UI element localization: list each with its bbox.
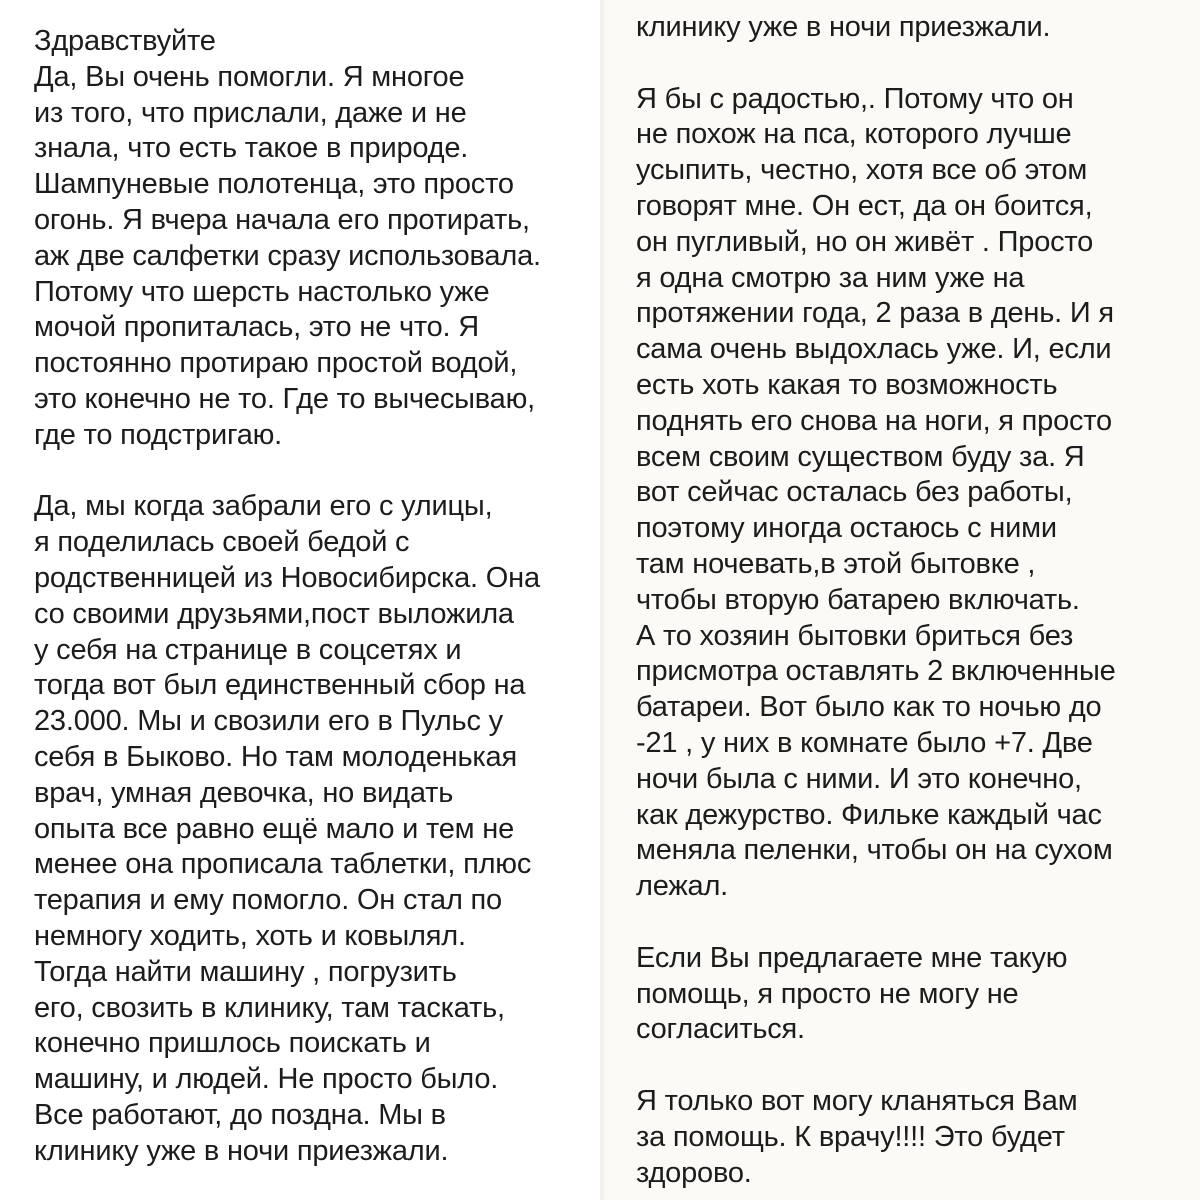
message-line: родственницей из Новосибирска. Она <box>34 561 540 594</box>
message-line: он пугливый, но он живёт . Просто <box>636 225 1094 258</box>
message-line: батареи. Вот было как то ночью до <box>636 691 1102 724</box>
message-line: конечно пришлось поискать и <box>34 1027 431 1060</box>
message-line: где то подстригаю. <box>34 418 283 451</box>
message-line: терапия и ему помогло. Он стал по <box>34 884 502 917</box>
message-line: всем своим существом буду за. Я <box>636 440 1085 473</box>
message-line <box>636 905 1200 941</box>
message-line: -21 , у них в комнате было +7. Две <box>636 726 1093 759</box>
message-line: Здравствуйте <box>34 25 216 57</box>
message-line: чтобы вторую батарею включать. <box>636 583 1080 616</box>
message-line: лежал. <box>636 870 729 903</box>
message-line: А то хозяин бытовки бриться без <box>636 619 1074 652</box>
message-line: себя в Быково. Но там молоденькая <box>34 740 517 773</box>
message-line: тогда вот был единственный сбор на <box>34 669 526 702</box>
message-line: Все работают, до поздна. Мы в <box>34 1098 446 1131</box>
message-line: поднять его снова на ноги, я просто <box>636 404 1112 437</box>
message-line: клинику уже в ночи приезжали. <box>34 1134 449 1167</box>
message-line: постоянно протираю простой водой, <box>34 347 518 380</box>
message-line: согласиться. <box>636 1013 805 1046</box>
message-line: врач, умная девочка, но видать <box>34 776 454 809</box>
message-line <box>636 1048 1200 1084</box>
message-line: не похож на пса, которого лучше <box>636 118 1072 151</box>
message-line: мочой пропиталась, это не что. Я <box>34 311 479 344</box>
message-line: Потому что шерсть настолько уже <box>34 275 490 308</box>
message-line: знала, что есть такое в природе. <box>34 132 469 165</box>
message-line: говорят мне. Он ест, да он боится, <box>636 189 1093 222</box>
message-line: Да, Вы очень помогли. Я многое <box>34 60 465 93</box>
message-line: Я только вот могу кланяться Вам <box>636 1084 1078 1117</box>
message-line <box>34 454 600 490</box>
message-line: 23.000. Мы и свозили его в Пульс у <box>34 705 503 738</box>
message-line: сама очень выдохлась уже. И, если <box>636 333 1112 366</box>
message-line: со своими друзьями,пост выложила <box>34 597 514 630</box>
message-line: это конечно не то. Где то вычесываю, <box>34 382 535 415</box>
message-line: там ночевать,в этой бытовке , <box>636 547 1036 580</box>
message-line: Я бы с радостью,. Потому что он <box>636 82 1074 115</box>
message-line: немногу ходить, хоть и ковылял. <box>34 919 466 952</box>
message-line: из того, что прислали, даже и не <box>34 96 467 129</box>
message-line: машину, и людей. Не просто было. <box>34 1063 499 1096</box>
message-line: клинику уже в ночи приезжали. <box>636 11 1051 43</box>
message-line: вот сейчас осталась без работы, <box>636 476 1073 509</box>
message-line: Да, мы когда забрали его с улицы, <box>34 490 493 523</box>
right-message-panel <box>604 0 1200 1200</box>
message-line: у себя на странице в соцсетях и <box>34 633 462 666</box>
message-line: протяжении года, 2 раза в день. И я <box>636 297 1114 330</box>
message-line: его, свозить в клинику, там таскать, <box>34 991 505 1024</box>
message-line: Шампуневые полотенца, это просто <box>34 168 514 201</box>
message-line <box>636 46 1200 82</box>
message-line: помощь, я просто не могу не <box>636 977 1019 1010</box>
message-line: за помощь. К врачу!!!! Это будет <box>636 1120 1065 1153</box>
message-line: менее она прописала таблетки, плюс <box>34 848 532 881</box>
message-line: Если Вы предлагаете мне такую <box>636 941 1068 974</box>
message-line: усыпить, честно, хотя все об этом <box>636 154 1088 187</box>
message-line: как дежурство. Фильке каждый час <box>636 798 1102 831</box>
message-line: поэтому иногда остаюсь с ними <box>636 512 1057 545</box>
message-line: здорово. <box>636 1156 752 1189</box>
message-line: присмотра оставлять 2 включенные <box>636 655 1116 688</box>
message-line: я одна смотрю за ним уже на <box>636 261 1025 294</box>
message-line: ночи была с ними. И это конечно, <box>636 762 1082 795</box>
message-line: огонь. Я вчера начала его протирать, <box>34 203 530 236</box>
message-line: аж две салфетки сразу использовала. <box>34 239 541 272</box>
message-line: есть хоть какая то возможность <box>636 368 1058 401</box>
message-line: меняла пеленки, чтобы он на сухом <box>636 834 1113 867</box>
message-line: я поделилась своей бедой с <box>34 526 410 559</box>
message-line: Тогда найти машину , погрузить <box>34 955 457 988</box>
message-line: опыта все равно ещё мало и тем не <box>34 812 514 845</box>
